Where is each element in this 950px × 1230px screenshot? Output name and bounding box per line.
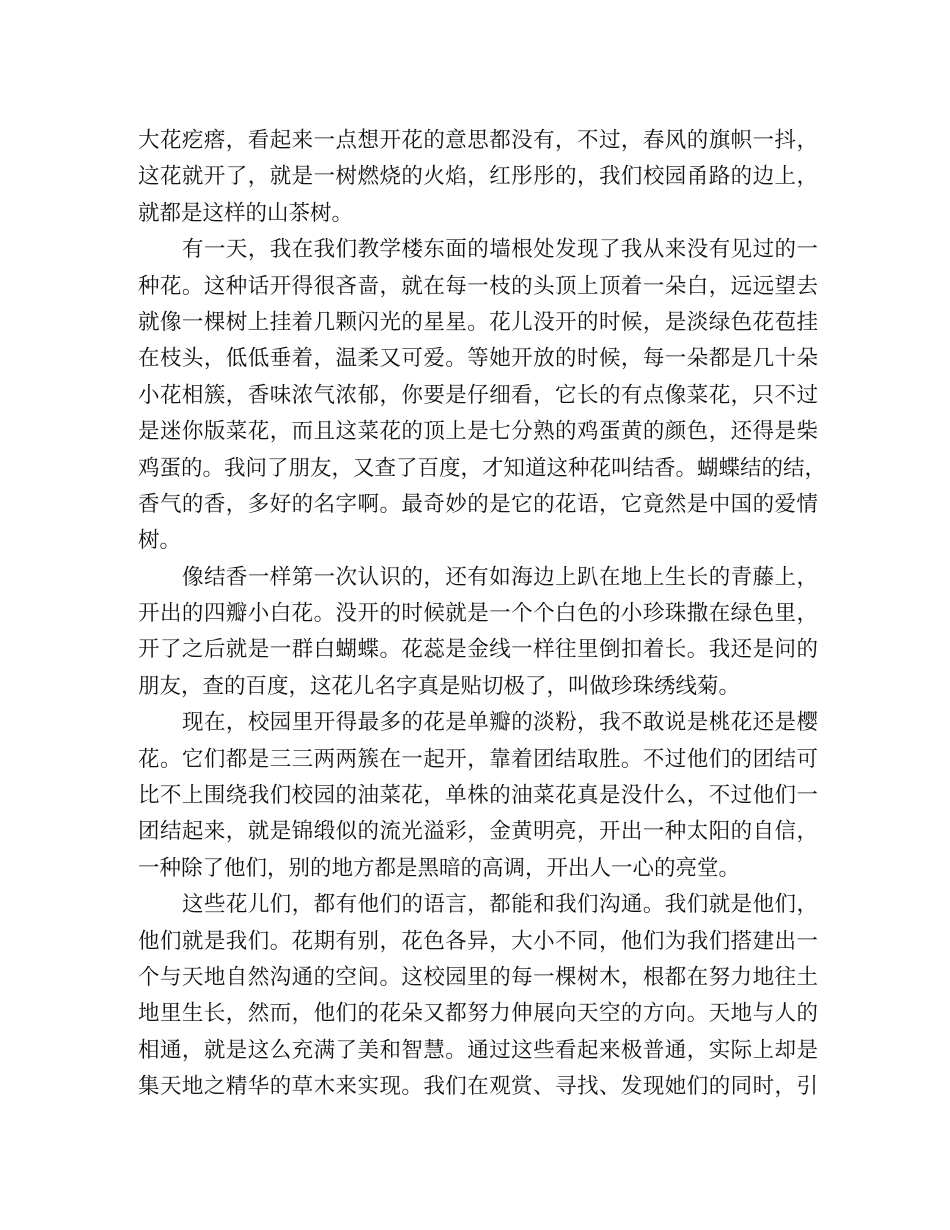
text-line: 现在，校园里开得最多的花是单瓣的淡粉，我不敢说是桃花还是樱 (182, 710, 818, 736)
text-line: 开出的四瓣小白花。没开的时候就是一个个白色的小珍珠撒在绿色里， (138, 601, 818, 627)
text-line: 就像一棵树上挂着几颗闪光的星星。花儿没开的时候，是淡绿色花苞挂 (138, 309, 818, 335)
body-text (138, 123, 827, 1106)
text-line: 开了之后就是一群白蝴蝶。花蕊是金线一样往里倒扣着长。我还是问的 (138, 637, 818, 663)
text-line: 地里生长，然而，他们的花朵又都努力伸展向天空的方向。天地与人的 (138, 1001, 818, 1027)
text-line: 朋友，查的百度，这花儿名字真是贴切极了，叫做珍珠绣线菊。 (138, 673, 741, 699)
text-line: 集天地之精华的草木来实现。我们在观赏、寻找、发现她们的同时，引 (138, 1074, 818, 1100)
text-line: 就都是这样的山茶树。 (138, 200, 354, 226)
text-line: 花。它们都是三三两两簇在一起开，靠着团结取胜。不过他们的团结可 (138, 746, 818, 772)
text-line: 树。 (138, 528, 182, 554)
text-line: 有一天，我在我们教学楼东面的墙根处发现了我从来没有见过的一 (182, 237, 818, 263)
text-line: 个与天地自然沟通的空间。这校园里的每一棵树木，根都在努力地往土 (138, 964, 818, 990)
text-line: 香气的香，多好的名字啊。最奇妙的是它的花语，它竟然是中国的爱情 (138, 491, 818, 517)
text-line: 大花疙瘩，看起来一点想开花的意思都没有，不过，春风的旗帜一抖， (138, 128, 818, 153)
paragraph (138, 123, 818, 232)
text-line: 像结香一样第一次认识的，还有如海边上趴在地上生长的青藤上， (182, 564, 818, 590)
text-line: 这些花儿们，都有他们的语言，都能和我们沟通。我们就是他们， (182, 892, 818, 918)
paragraph (138, 232, 827, 560)
paragraph (138, 560, 818, 706)
paragraph (138, 887, 818, 1105)
text-line: 鸡蛋的。我问了朋友，又查了百度，才知道这种花叫结香。蝴蝶结的结， (138, 455, 827, 481)
text-line: 他们就是我们。花期有别，花色各异，大小不同，他们为我们搭建出一 (138, 928, 818, 954)
text-line: 在枝头，低低垂着，温柔又可爱。等她开放的时候，每一朵都是几十朵 (138, 346, 818, 372)
text-line: 是迷你版菜花，而且这菜花的顶上是七分熟的鸡蛋黄的颜色，还得是柴 (138, 419, 818, 445)
paragraph (138, 705, 818, 887)
text-line: 种花。这种话开得很吝啬，就在每一枝的头顶上顶着一朵白，远远望去 (138, 273, 818, 299)
text-line: 这花就开了，就是一树燃烧的火焰，红彤彤的，我们校园甬路的边上， (138, 164, 818, 190)
text-line: 一种除了他们，别的地方都是黑暗的高调，开出人一心的亮堂。 (138, 855, 741, 881)
text-line: 小花相簇，香味浓气浓郁，你要是仔细看，它长的有点像菜花，只不过 (138, 382, 818, 408)
text-line: 比不上围绕我们校园的油菜花，单株的油菜花真是没什么，不过他们一 (138, 783, 818, 809)
text-line: 相通，就是这么充满了美和智慧。通过这些看起来极普通，实际上却是 (138, 1037, 818, 1063)
text-line: 团结起来，就是锦缎似的流光溢彩，金黄明亮，开出一种太阳的自信， (138, 819, 818, 845)
